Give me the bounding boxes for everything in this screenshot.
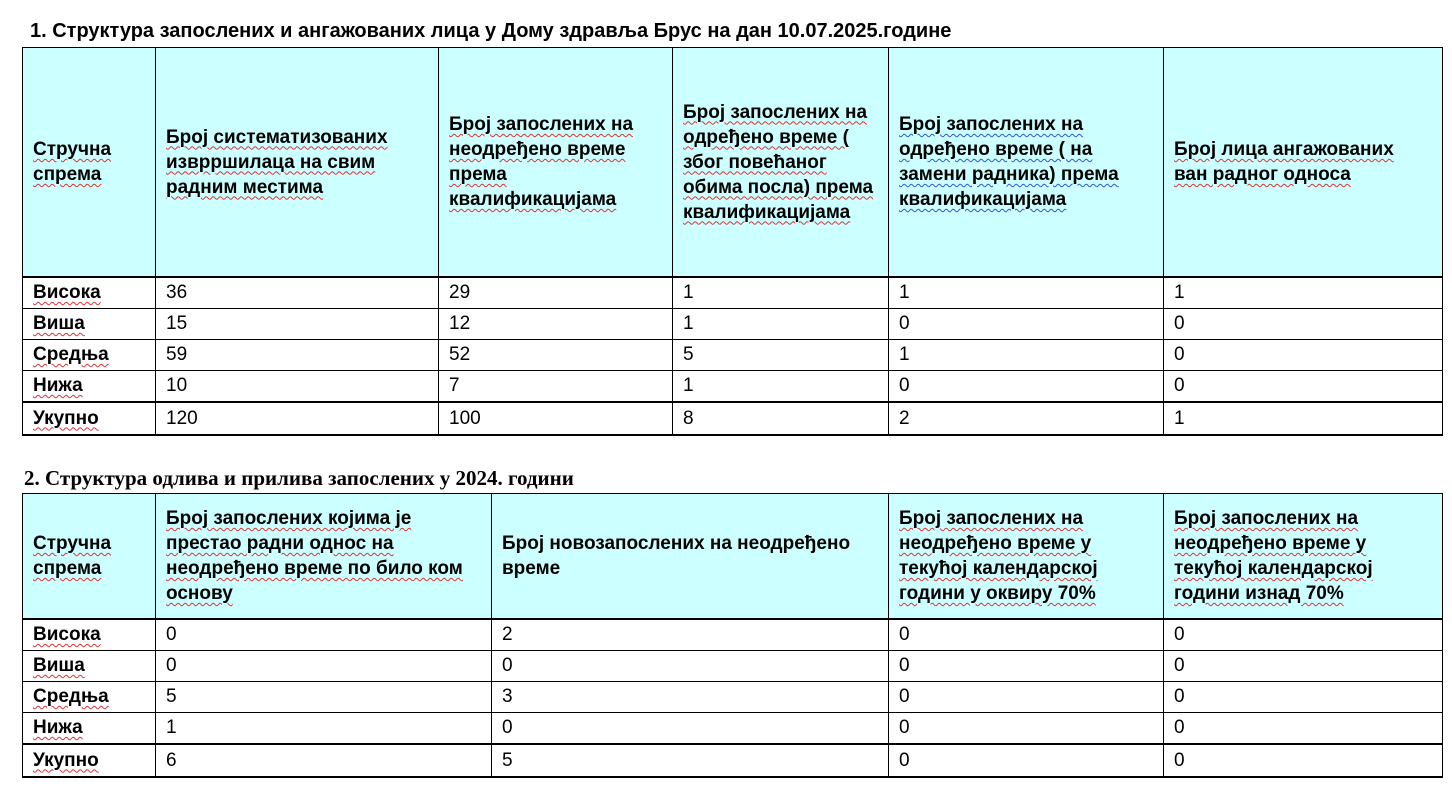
table-cell: 7 [439,371,673,403]
table-total-row [23,744,1443,777]
table-cell: 5 [492,744,889,777]
table-total-row [23,402,1443,435]
row-label: Виша [23,309,156,340]
header-temporary-replacement: Број запослених на одређено време ( на замени радника) према квалификацијама [889,48,1164,278]
table-cell: 0 [1164,713,1443,745]
table-cell: 15 [156,309,439,340]
header-systematized-positions: Број систематизованих изврршилаца на свим радним местима [156,48,439,278]
table-cell: 29 [439,277,673,309]
table-cell: 0 [1164,682,1443,713]
table-cell: 0 [1164,309,1443,340]
table-cell: 1 [889,340,1164,371]
row-label: Укупно [23,744,156,777]
table-cell: 0 [889,651,1164,682]
table-cell: 0 [889,713,1164,745]
table-cell: 0 [889,744,1164,777]
header-above-70-percent: Број запослених на неодређено време у текућој календарској години изнад 70% [1164,494,1443,620]
row-label: Висока [23,619,156,651]
table-cell: 0 [492,651,889,682]
row-label: Средња [23,340,156,371]
row-label: Виша [23,651,156,682]
table-cell: 1 [673,309,889,340]
table-cell: 0 [889,619,1164,651]
table-cell: 5 [673,340,889,371]
table-cell: 1 [889,277,1164,309]
row-label: Укупно [23,402,156,435]
table-cell: 0 [156,619,492,651]
table-header-row [23,494,1443,620]
table-cell: 1 [156,713,492,745]
table-cell: 0 [889,371,1164,403]
header-qualification: Стручна спрема [23,494,156,620]
table-cell: 59 [156,340,439,371]
table-cell: 100 [439,402,673,435]
table-cell: 1 [1164,402,1443,435]
table-cell: 0 [492,713,889,745]
header-qualification: Стручна спрема [23,48,156,278]
table-cell: 12 [439,309,673,340]
table-cell: 120 [156,402,439,435]
table-cell: 1 [1164,277,1443,309]
table-cell: 5 [156,682,492,713]
section-2-title: 2. Структура одлива и прилива запослених у 2024. години [24,466,574,490]
table-cell: 1 [673,371,889,403]
header-engaged-outside: Број лица ангажованих ван радног односа [1164,48,1443,278]
section-1-title: 1. Структура запослених и ангажованих лица у Дому здравља Брус на дан 10.07.2025.године [30,20,952,42]
table-cell: 0 [1164,651,1443,682]
table-cell: 3 [492,682,889,713]
table-cell: 0 [1164,371,1443,403]
table-row [23,371,1443,403]
table-row [23,340,1443,371]
table-cell: 0 [1164,340,1443,371]
header-terminated-employees: Број запослених којима је престао радни однос на неодређено време по било ком основу [156,494,492,620]
table-cell: 0 [1164,744,1443,777]
table-row [23,277,1443,309]
employee-flow-table [22,493,1443,778]
table-row [23,651,1443,682]
table-cell: 0 [1164,619,1443,651]
header-within-70-percent: Број запослених на неодређено време у текућој календарској години у оквиру 70% [889,494,1164,620]
table-cell: 8 [673,402,889,435]
table-cell: 6 [156,744,492,777]
table-row [23,713,1443,745]
header-permanent-employees: Број запослених на неодређено време према квалификацијама [439,48,673,278]
table-cell: 2 [492,619,889,651]
table-row [23,619,1443,651]
table-cell: 0 [156,651,492,682]
table-cell: 0 [889,682,1164,713]
table-row [23,309,1443,340]
table-cell: 1 [673,277,889,309]
employee-structure-table [22,47,1443,436]
table-cell: 52 [439,340,673,371]
table-cell: 36 [156,277,439,309]
table-row [23,682,1443,713]
row-label: Нижа [23,713,156,745]
row-label: Нижа [23,371,156,403]
header-temporary-workload: Број запослених на одређено време ( због повећаног обима посла) према квалификацијама [673,48,889,278]
header-newly-employed: Број новозапослених на неодређено време [492,494,889,620]
table-cell: 2 [889,402,1164,435]
table-cell: 0 [889,309,1164,340]
row-label: Средња [23,682,156,713]
row-label: Висока [23,277,156,309]
table-cell: 10 [156,371,439,403]
table-header-row [23,48,1443,278]
